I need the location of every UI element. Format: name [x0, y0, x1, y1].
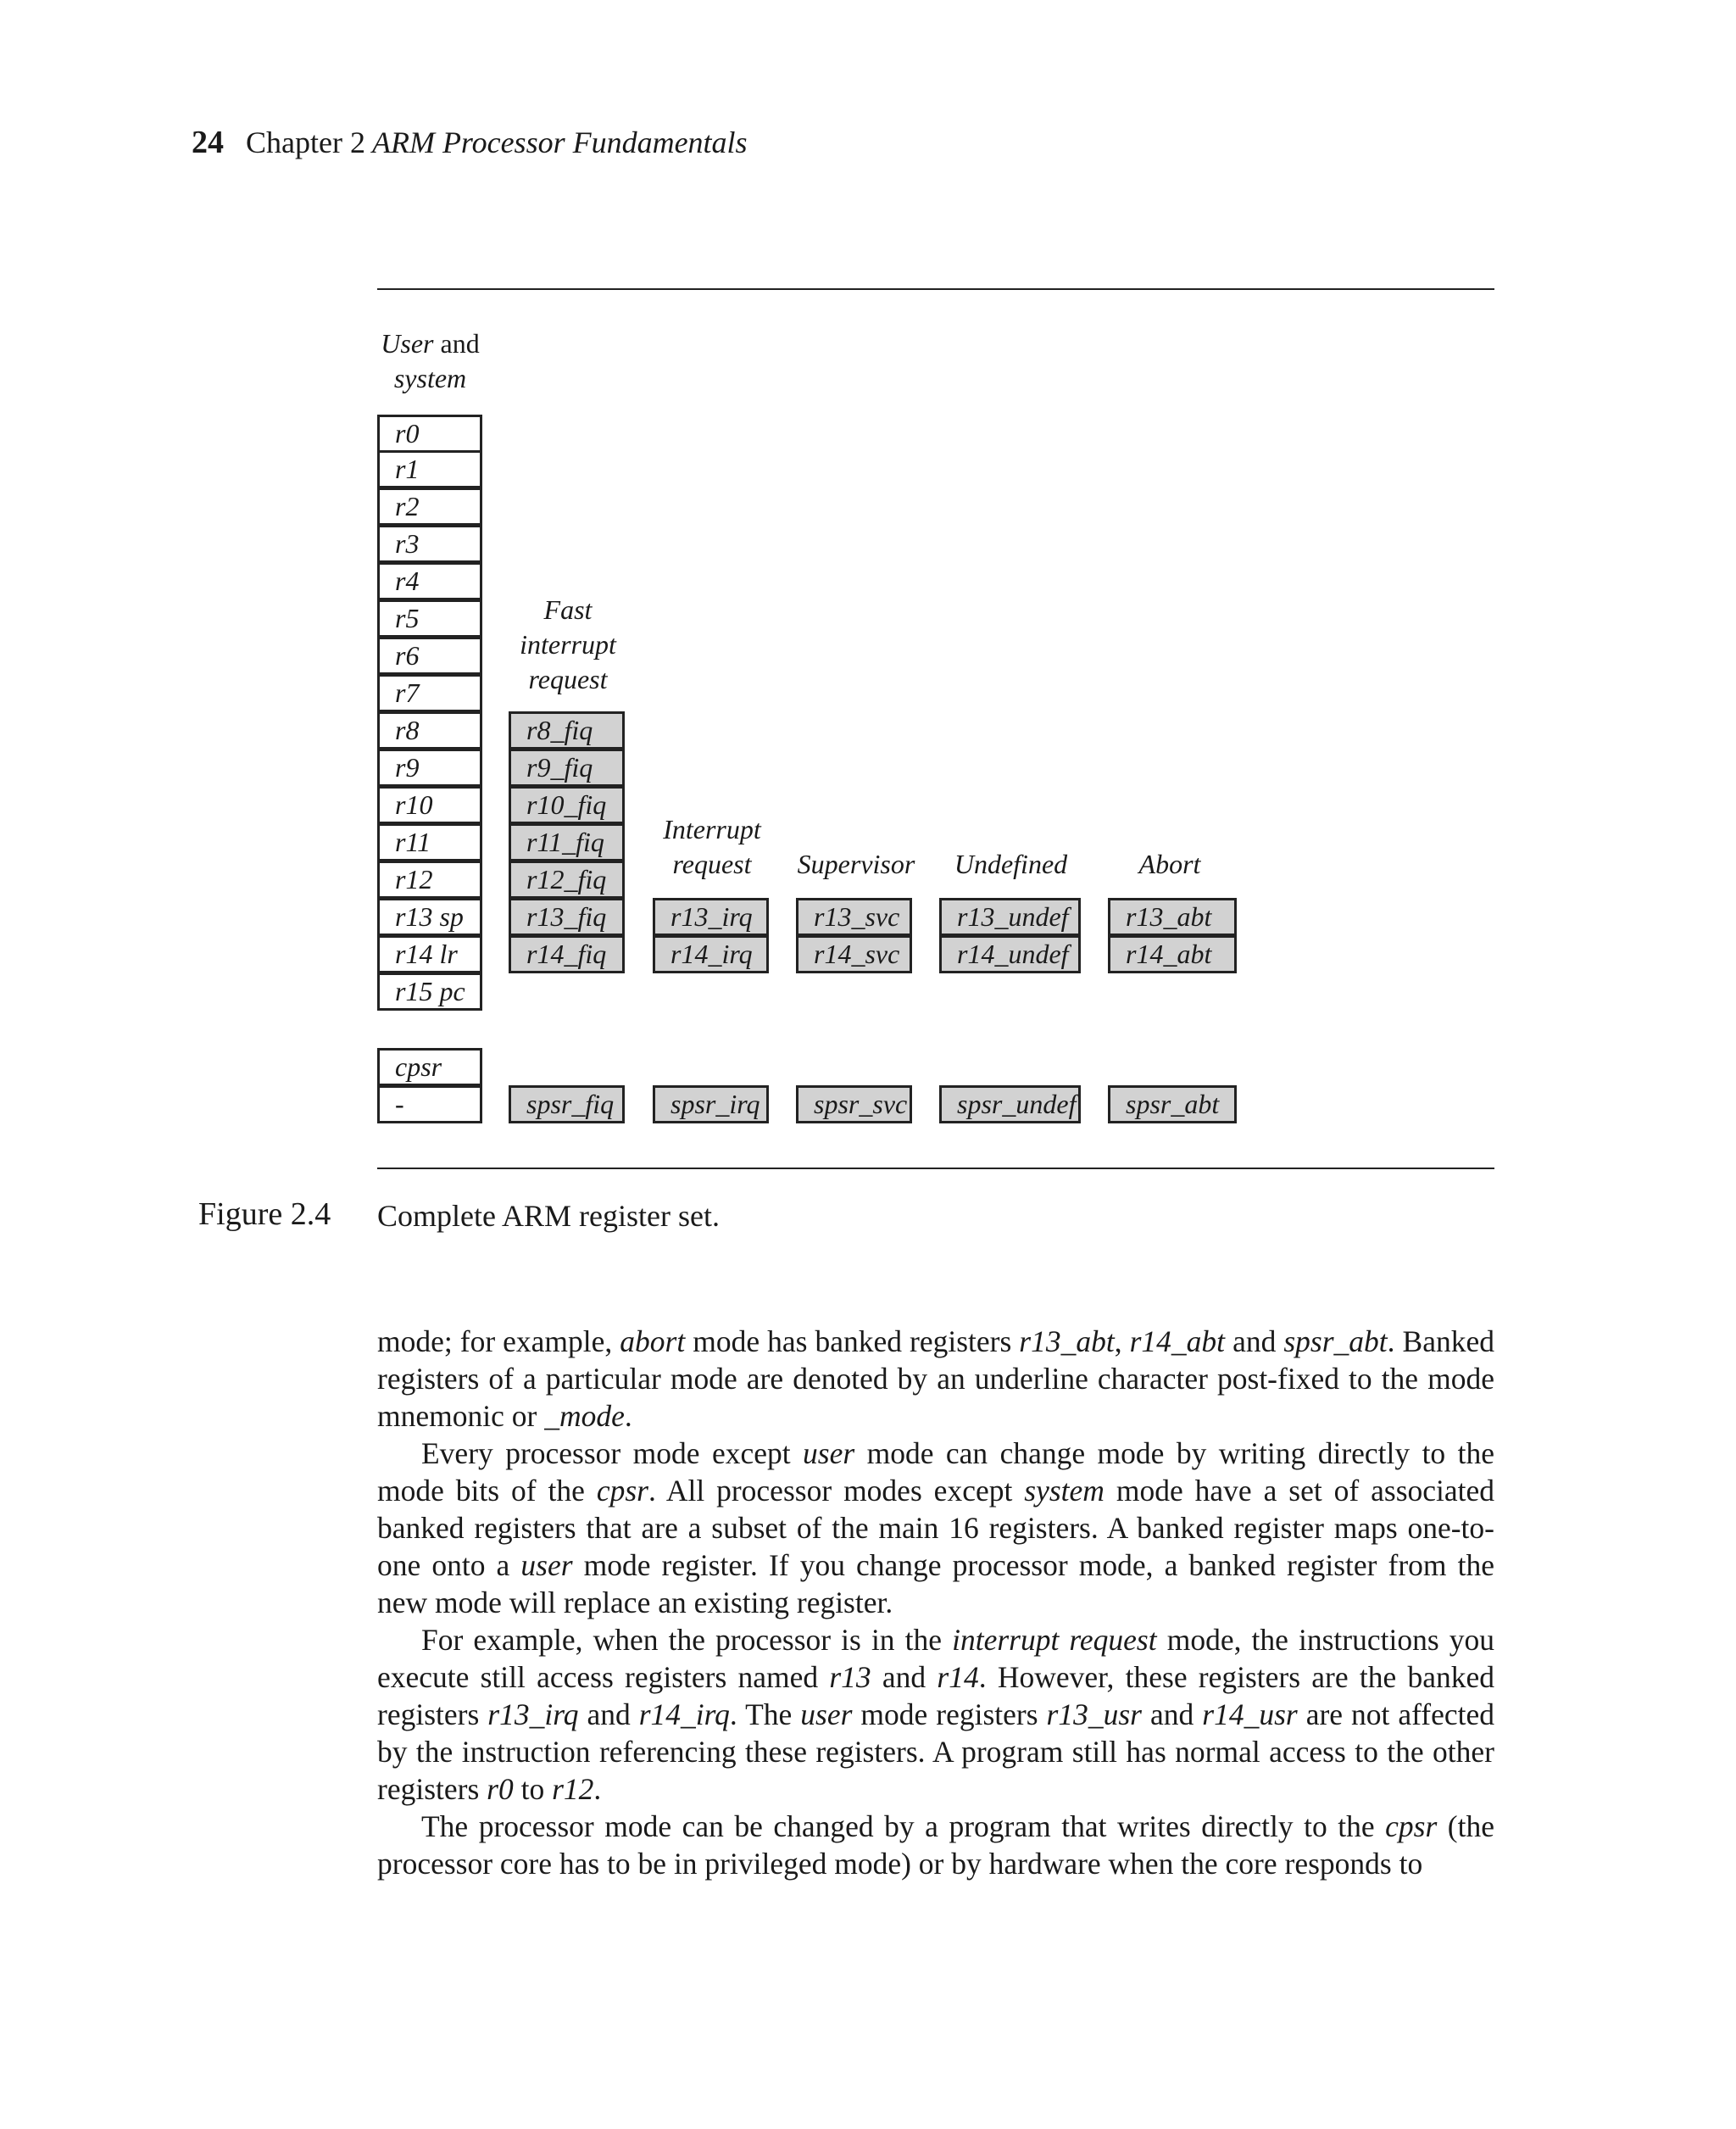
register-spsr-undef: spsr_undef — [939, 1085, 1081, 1123]
mode-label-user: User and system — [381, 328, 480, 393]
register-r14-abt: r14_abt — [1108, 935, 1237, 973]
mode-label-abt: Abort — [1138, 849, 1201, 879]
register-r2: r2 — [377, 488, 482, 526]
register-spsr-fiq: spsr_fiq — [509, 1085, 625, 1123]
register-spsr-abt: spsr_abt — [1108, 1085, 1237, 1123]
register-r12-fiq: r12_fiq — [509, 861, 625, 899]
register-r13-irq: r13_irq — [653, 898, 769, 936]
register-r14-fiq: r14_fiq — [509, 935, 625, 973]
paragraph-4: The processor mode can be changed by a program that writes directly to the cpsr (the processor core has to be in privileged mode) or by hardware when the core responds to — [377, 1809, 1494, 1881]
register-r9-fiq: r9_fiq — [509, 749, 625, 787]
register-r9: r9 — [377, 749, 482, 787]
register-r11-fiq: r11_fiq — [509, 823, 625, 861]
register-r6: r6 — [377, 637, 482, 675]
register-r10: r10 — [377, 786, 482, 824]
chapter-title: ARM Processor Fundamentals — [371, 125, 748, 159]
register-r12: r12 — [377, 861, 482, 899]
mode-label-irq: Interrupt request — [663, 814, 761, 879]
page-number: 24 — [192, 125, 224, 160]
register-r10-fiq: r10_fiq — [509, 786, 625, 824]
register-r14-undef: r14_undef — [939, 935, 1081, 973]
register-r14-irq: r14_irq — [653, 935, 769, 973]
register-user-spsr-none: - — [377, 1085, 482, 1123]
register-r5: r5 — [377, 599, 482, 638]
register-r0: r0 — [377, 415, 482, 453]
register-r8-fiq: r8_fiq — [509, 711, 625, 750]
register-r13-svc: r13_svc — [796, 898, 912, 936]
register-spsr-irq: spsr_irq — [653, 1085, 769, 1123]
register-r1: r1 — [377, 450, 482, 488]
mode-label-fiq: Fast interrupt request — [520, 594, 616, 694]
paragraph-3: For example, when the processor is in the interrupt request mode, the instructions you execute still access registers named r13 and r14. However, these registers are the banked registers r13_irq and r14_irq. The user mode registers r13_usr and r14_usr are not affected by the instruction referencing these registers. A program still has normal access to the other registers r0 to r12. — [377, 1623, 1495, 1806]
register-spsr-svc: spsr_svc — [796, 1085, 912, 1123]
page-header — [192, 124, 748, 161]
paragraph-1: mode; for example, abort mode has banked registers r13_abt, r14_abt and spsr_abt. Banked registers of a particular mode are denoted by an underline character post-fixed to the mode mnemonic or _mode. — [377, 1324, 1494, 1433]
figure-top-rule — [377, 288, 1494, 290]
body-text — [377, 1323, 1494, 1882]
register-cpsr: cpsr — [377, 1048, 482, 1086]
mode-label-und: Undefined — [954, 849, 1068, 879]
register-r13-undef: r13_undef — [939, 898, 1081, 936]
register-r13-fiq: r13_fiq — [509, 898, 625, 936]
register-r4: r4 — [377, 562, 482, 600]
register-r14-lr: r14 lr — [377, 935, 482, 973]
chapter-label: Chapter 2 — [246, 125, 365, 159]
register-r11: r11 — [377, 823, 482, 861]
register-r7: r7 — [377, 674, 482, 712]
figure-caption: Complete ARM register set. — [377, 1199, 720, 1233]
register-r14-svc: r14_svc — [796, 935, 912, 973]
register-r13-abt: r13_abt — [1108, 898, 1237, 936]
register-r15-pc: r15 pc — [377, 973, 482, 1011]
figure-label: Figure 2.4 — [198, 1196, 331, 1232]
register-r13-sp: r13 sp — [377, 898, 482, 936]
mode-label-svc: Supervisor — [797, 849, 915, 879]
register-r8: r8 — [377, 711, 482, 750]
paragraph-2: Every processor mode except user mode can change mode by writing directly to the mode bits of the cpsr. All processor modes except system mode have a set of associated banked registers that are a subset of the main 16 registers. A banked register maps one-to-one onto a user mode register. If you change processor mode, a banked register from the new mode will replace an existing register. — [377, 1436, 1495, 1619]
register-r3: r3 — [377, 525, 482, 563]
figure-bottom-rule — [377, 1168, 1494, 1169]
